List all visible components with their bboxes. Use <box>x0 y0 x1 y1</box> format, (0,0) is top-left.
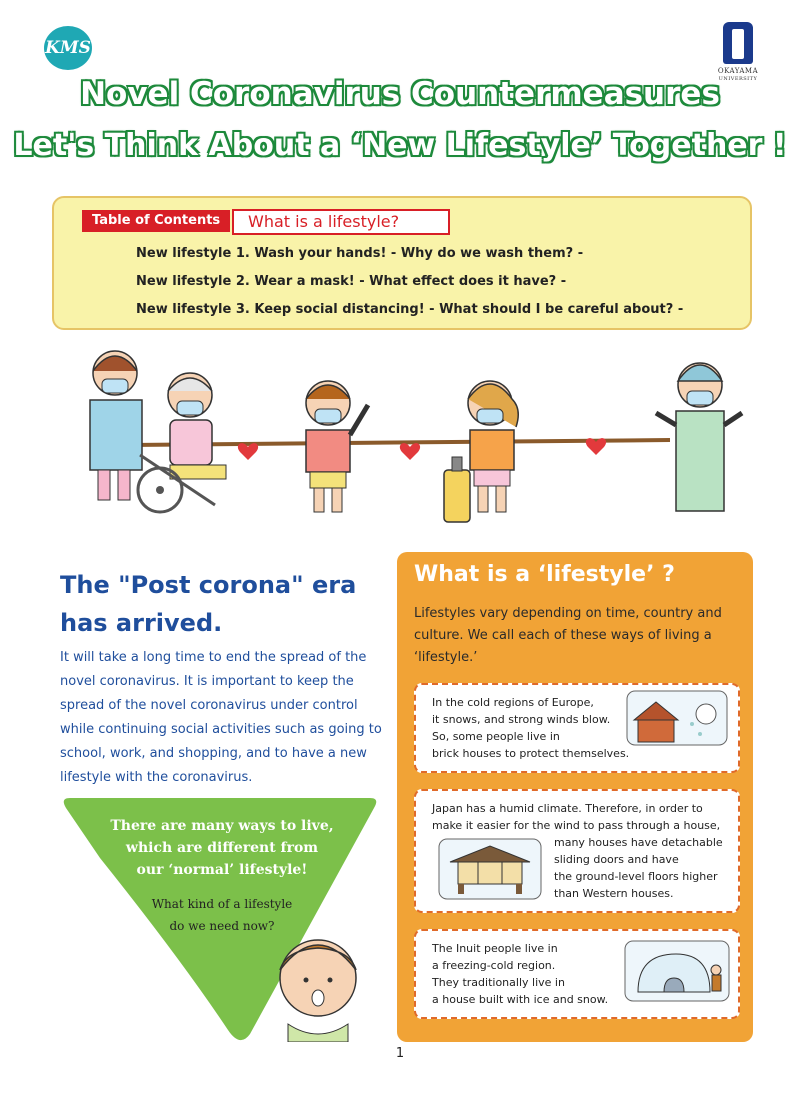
card-line: brick houses to protect themselves. <box>432 747 630 760</box>
lifestyle-card-europe-text <box>432 694 632 762</box>
card-line: it snows, and strong winds blow. <box>432 713 611 726</box>
table-of-contents <box>52 196 752 330</box>
toc-label: Table of Contents <box>82 210 230 232</box>
callout-line3: our ‘normal’ lifestyle! <box>136 862 308 878</box>
card-line: a house built with ice and snow. <box>432 993 609 1006</box>
university-name-main: OKAYAMA <box>717 67 759 75</box>
callout-question-line1: What kind of a lifestyle <box>151 897 293 911</box>
lifestyle-card-japan-text-side <box>554 834 738 902</box>
university-mark-icon <box>723 22 753 64</box>
toc-first-item[interactable]: What is a lifestyle? <box>232 209 450 235</box>
doctor-figure <box>656 363 742 511</box>
social-distancing-illustration <box>70 345 750 530</box>
card-line: the ground-level floors higher <box>554 870 718 883</box>
toc-item-2[interactable]: New lifestyle 2. Wear a mask! - What effect does it have? - <box>136 274 567 289</box>
kms-logo: KMS <box>44 26 92 70</box>
page-title-line1: Novel Coronavirus Countermeasures <box>80 76 720 112</box>
toc-item-3[interactable]: New lifestyle 3. Keep social distancing! - What should I be careful about? - <box>136 302 684 317</box>
post-corona-heading-line2: has arrived. <box>60 609 223 637</box>
university-name-sub: UNIVERSITY <box>718 76 758 82</box>
card-line: Japan has a humid climate. Therefore, in order to <box>432 802 703 815</box>
page-number: 1 <box>395 1046 405 1061</box>
callout-headline <box>76 815 368 881</box>
card-line: than Western houses. <box>554 887 674 900</box>
callout-question-line2: do we need now? <box>169 919 275 933</box>
japanese-house-icon <box>438 838 542 900</box>
callout-question <box>114 893 330 937</box>
card-line: sliding doors and have <box>554 853 679 866</box>
card-line: So, some people live in <box>432 730 560 743</box>
boy-figure <box>306 381 368 512</box>
igloo-icon <box>624 940 730 1002</box>
child-face-icon <box>280 940 356 1042</box>
post-corona-heading-line1: The "Post corona" era <box>60 571 357 599</box>
lifestyle-card-japan-text-top <box>432 800 737 834</box>
post-corona-heading <box>60 566 380 642</box>
lifestyle-panel-title: What is a ‘lifestyle’ ? <box>414 562 675 587</box>
hand-soap-bottle-icon <box>444 457 470 522</box>
heart-icon <box>400 443 420 460</box>
okayama-university-logo <box>712 22 764 83</box>
post-corona-body: It will take a long time to end the spread of the novel coronavirus. It is important to keep the spread of the novel coronavirus under control while continuing social activities such as going to school, work, and shopping, and to have a new lifestyle with the coronavirus. <box>60 650 382 785</box>
lifestyle-panel-intro: Lifestyles vary depending on time, country and culture. We call each of these ways of living a ‘lifestyle.’ <box>414 606 722 665</box>
caregiver-figure <box>90 351 142 500</box>
toc-item-1[interactable]: New lifestyle 1. Wash your hands! - Why do we wash them? - <box>136 246 584 261</box>
callout-line1: There are many ways to live, <box>110 818 334 834</box>
card-line: a freezing-cold region. <box>432 959 556 972</box>
card-line: They traditionally live in <box>432 976 565 989</box>
card-line: In the cold regions of Europe, <box>432 696 594 709</box>
page-title-line2: Let's Think About a ‘New Lifestyle’ Together ! <box>13 128 787 163</box>
callout-line2: which are different from <box>125 840 319 856</box>
lifestyle-card-inuit-text <box>432 940 632 1008</box>
brick-house-icon <box>626 690 728 746</box>
card-line: many houses have detachable <box>554 836 723 849</box>
girl-figure <box>468 381 518 512</box>
card-line: The Inuit people live in <box>432 942 558 955</box>
card-line: make it easier for the wind to pass through a house, <box>432 819 721 832</box>
